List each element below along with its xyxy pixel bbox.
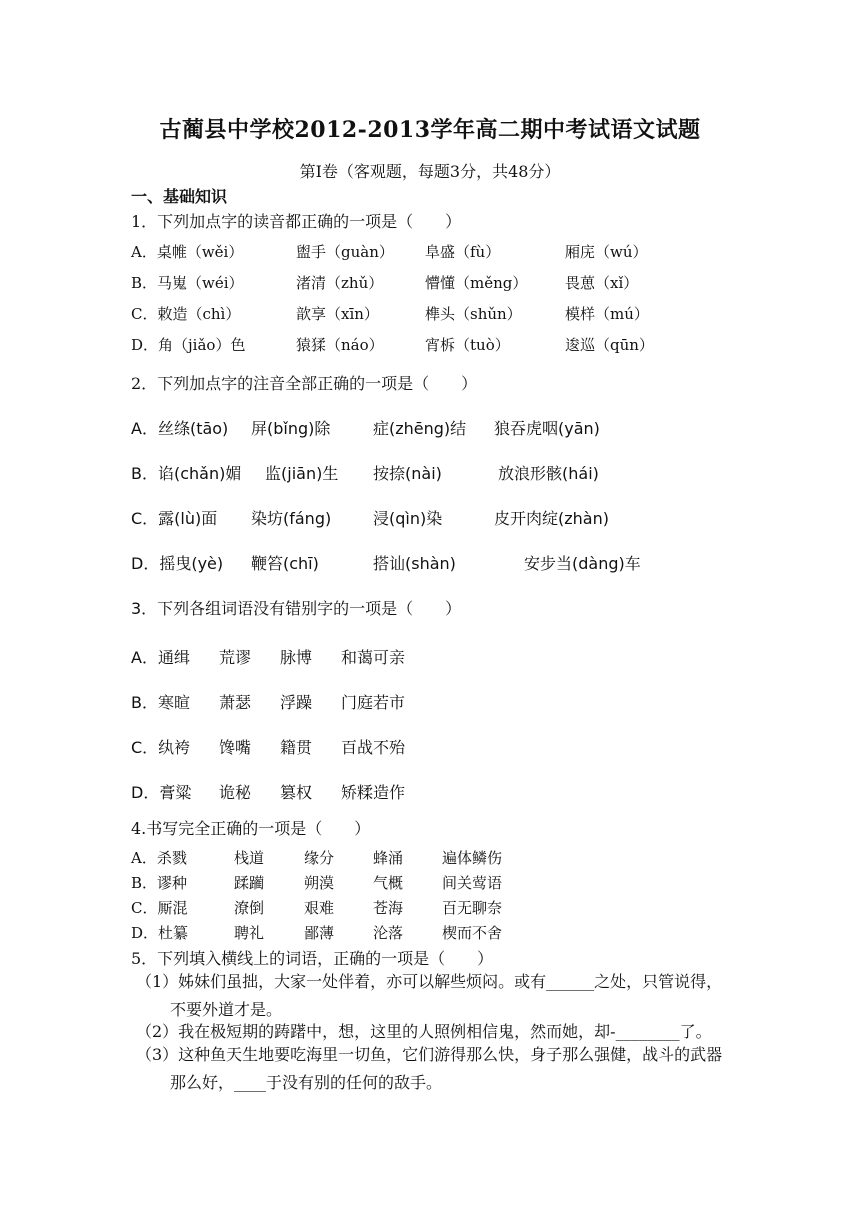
q4-option-b-3: 朔漠 <box>304 874 335 892</box>
q4-option-a-4: 蜂涌 <box>373 849 404 867</box>
q3-option-c-2: 馋嘴 <box>219 738 252 757</box>
q2-option-b-3: 按捺(nài) <box>373 464 442 483</box>
q1-option-b-2: 渚清（zhǔ） <box>296 274 384 292</box>
q1-option-c-4: 模样（mú） <box>565 305 649 323</box>
q4-option-a-5: 遍体鳞伤 <box>442 849 503 867</box>
q3-option-a-3: 脉博 <box>280 648 313 667</box>
q4-option-a-1: A．杀戮 <box>131 849 187 867</box>
q4-option-d-3: 鄙薄 <box>304 924 335 942</box>
q4-option-c-4: 苍海 <box>373 899 404 917</box>
q3-option-d-1: D．膏粱 <box>131 783 192 802</box>
question-1-stem: 1．下列加点字的读音都正确的一项是（ ） <box>131 212 462 231</box>
q1-option-b-1: B．马嵬（wéi） <box>131 274 244 292</box>
q1-option-d-2: 猿猱（náo） <box>296 336 384 354</box>
q1-option-c-1: C．敕造（chì） <box>131 305 241 323</box>
q3-option-a-2: 荒谬 <box>219 648 252 667</box>
question-3-stem: 3．下列各组词语没有错别字的一项是（ ） <box>131 599 462 618</box>
q4-option-d-1: D．杜纂 <box>131 924 189 942</box>
q3-option-b-2: 萧瑟 <box>219 693 252 712</box>
q1-option-b-4: 畏葸（xǐ） <box>565 274 639 292</box>
q5-item-1: （1）姊妹们虽拙，大家一处伴着，亦可以解些烦闷。或有______之处，只管说得，不要外道才是。 <box>136 972 723 1019</box>
q2-option-a-3: 症(zhēng)结 <box>373 419 467 438</box>
q2-option-c-3: 浸(qìn)染 <box>373 509 443 528</box>
q1-option-a-2: 盥手（guàn） <box>296 243 394 261</box>
q4-option-b-5: 间关莺语 <box>442 874 503 892</box>
q3-option-d-3: 篡权 <box>280 783 313 802</box>
q2-option-d-4: 安步当(dàng)车 <box>524 554 641 573</box>
q2-option-d-2: 鞭笞(chī) <box>251 554 319 573</box>
q5-item-2: （2）我在极短期的踌躇中，想，这里的人照例相信鬼，然而她，却-________了。 <box>136 1022 712 1041</box>
q4-option-d-5: 楔而不舍 <box>442 924 503 942</box>
q3-option-c-1: C．纨袴 <box>131 738 191 757</box>
question-4-stem: 4.书写完全正确的一项是（ ） <box>131 819 371 838</box>
q4-option-d-4: 沦落 <box>373 924 404 942</box>
q1-option-a-1: A．桌帷（wěi） <box>131 243 244 261</box>
q4-option-b-2: 蹂躏 <box>234 874 265 892</box>
q1-option-a-3: 阜盛（fù） <box>425 243 501 261</box>
question-2-stem: 2．下列加点字的注音全部正确的一项是（ ） <box>131 374 478 393</box>
section-heading: 一、基础知识 <box>131 187 228 206</box>
q1-option-d-3: 宵柝（tuò） <box>425 336 510 354</box>
q4-option-a-2: 栈道 <box>234 849 265 867</box>
q4-option-b-1: B．谬种 <box>131 874 188 892</box>
q4-option-c-1: C．厮混 <box>131 899 188 917</box>
q3-option-b-3: 浮躁 <box>280 693 313 712</box>
q1-option-b-3: 懵懂（měng） <box>425 274 528 292</box>
page-title: 古蔺县中学校2012-2013学年高二期中考试语文试题 <box>159 117 701 143</box>
q2-option-b-2: 监(jiān)生 <box>265 464 339 483</box>
q2-option-a-4: 狼吞虎咽(yān) <box>494 419 600 438</box>
q1-option-a-4: 厢庑（wú） <box>565 243 648 261</box>
q4-option-c-2: 潦倒 <box>234 899 265 917</box>
q2-option-a-2: 屏(bǐng)除 <box>251 419 331 438</box>
q2-option-b-1: B．谄(chǎn)媚 <box>131 464 242 483</box>
q2-option-d-3: 搭讪(shàn) <box>373 554 456 573</box>
q3-option-b-1: B．寒暄 <box>131 693 190 712</box>
q2-option-d-1: D．摇曳(yè) <box>131 554 224 573</box>
q3-option-c-4: 百战不殆 <box>341 738 406 757</box>
q4-option-a-3: 缘分 <box>304 849 335 867</box>
q1-option-c-2: 歆享（xīn） <box>296 305 379 323</box>
page-subtitle: 第Ⅰ卷（客观题，每题3分，共48分） <box>299 162 561 181</box>
q3-option-a-1: A．通缉 <box>131 648 190 667</box>
q4-option-b-4: 气概 <box>373 874 404 892</box>
question-5-stem: 5．下列填入横线上的词语，正确的一项是（ ） <box>131 949 494 968</box>
q5-item-3: （3）这种鱼天生地要吃海里一切鱼，它们游得那么快，身子那么强健，战斗的武器那么好，____于没有别的任何的敌手。 <box>136 1045 723 1092</box>
q1-option-d-1: D．角（jiǎo）色 <box>131 336 246 354</box>
q4-option-d-2: 聘礼 <box>234 924 265 942</box>
q2-option-a-1: A．丝绦(tāo) <box>131 419 229 438</box>
q2-option-c-2: 染坊(fáng) <box>251 509 332 528</box>
q1-option-c-3: 榫头（shǔn） <box>425 305 522 323</box>
q3-option-d-4: 矫糅造作 <box>341 783 406 802</box>
q4-option-c-3: 艰难 <box>304 899 335 917</box>
q2-option-b-4: 放浪形骸(hái) <box>498 464 599 483</box>
q4-option-c-5: 百无聊奈 <box>442 899 503 917</box>
q3-option-c-3: 籍贯 <box>280 738 313 757</box>
q3-option-b-4: 门庭若市 <box>341 693 406 712</box>
q2-option-c-4: 皮开肉绽(zhàn) <box>494 509 609 528</box>
q3-option-d-2: 诡秘 <box>219 783 252 802</box>
q1-option-d-4: 逡巡（qūn） <box>565 336 654 354</box>
q3-option-a-4: 和蔼可亲 <box>341 648 406 667</box>
q2-option-c-1: C．露(lù)面 <box>131 509 218 528</box>
